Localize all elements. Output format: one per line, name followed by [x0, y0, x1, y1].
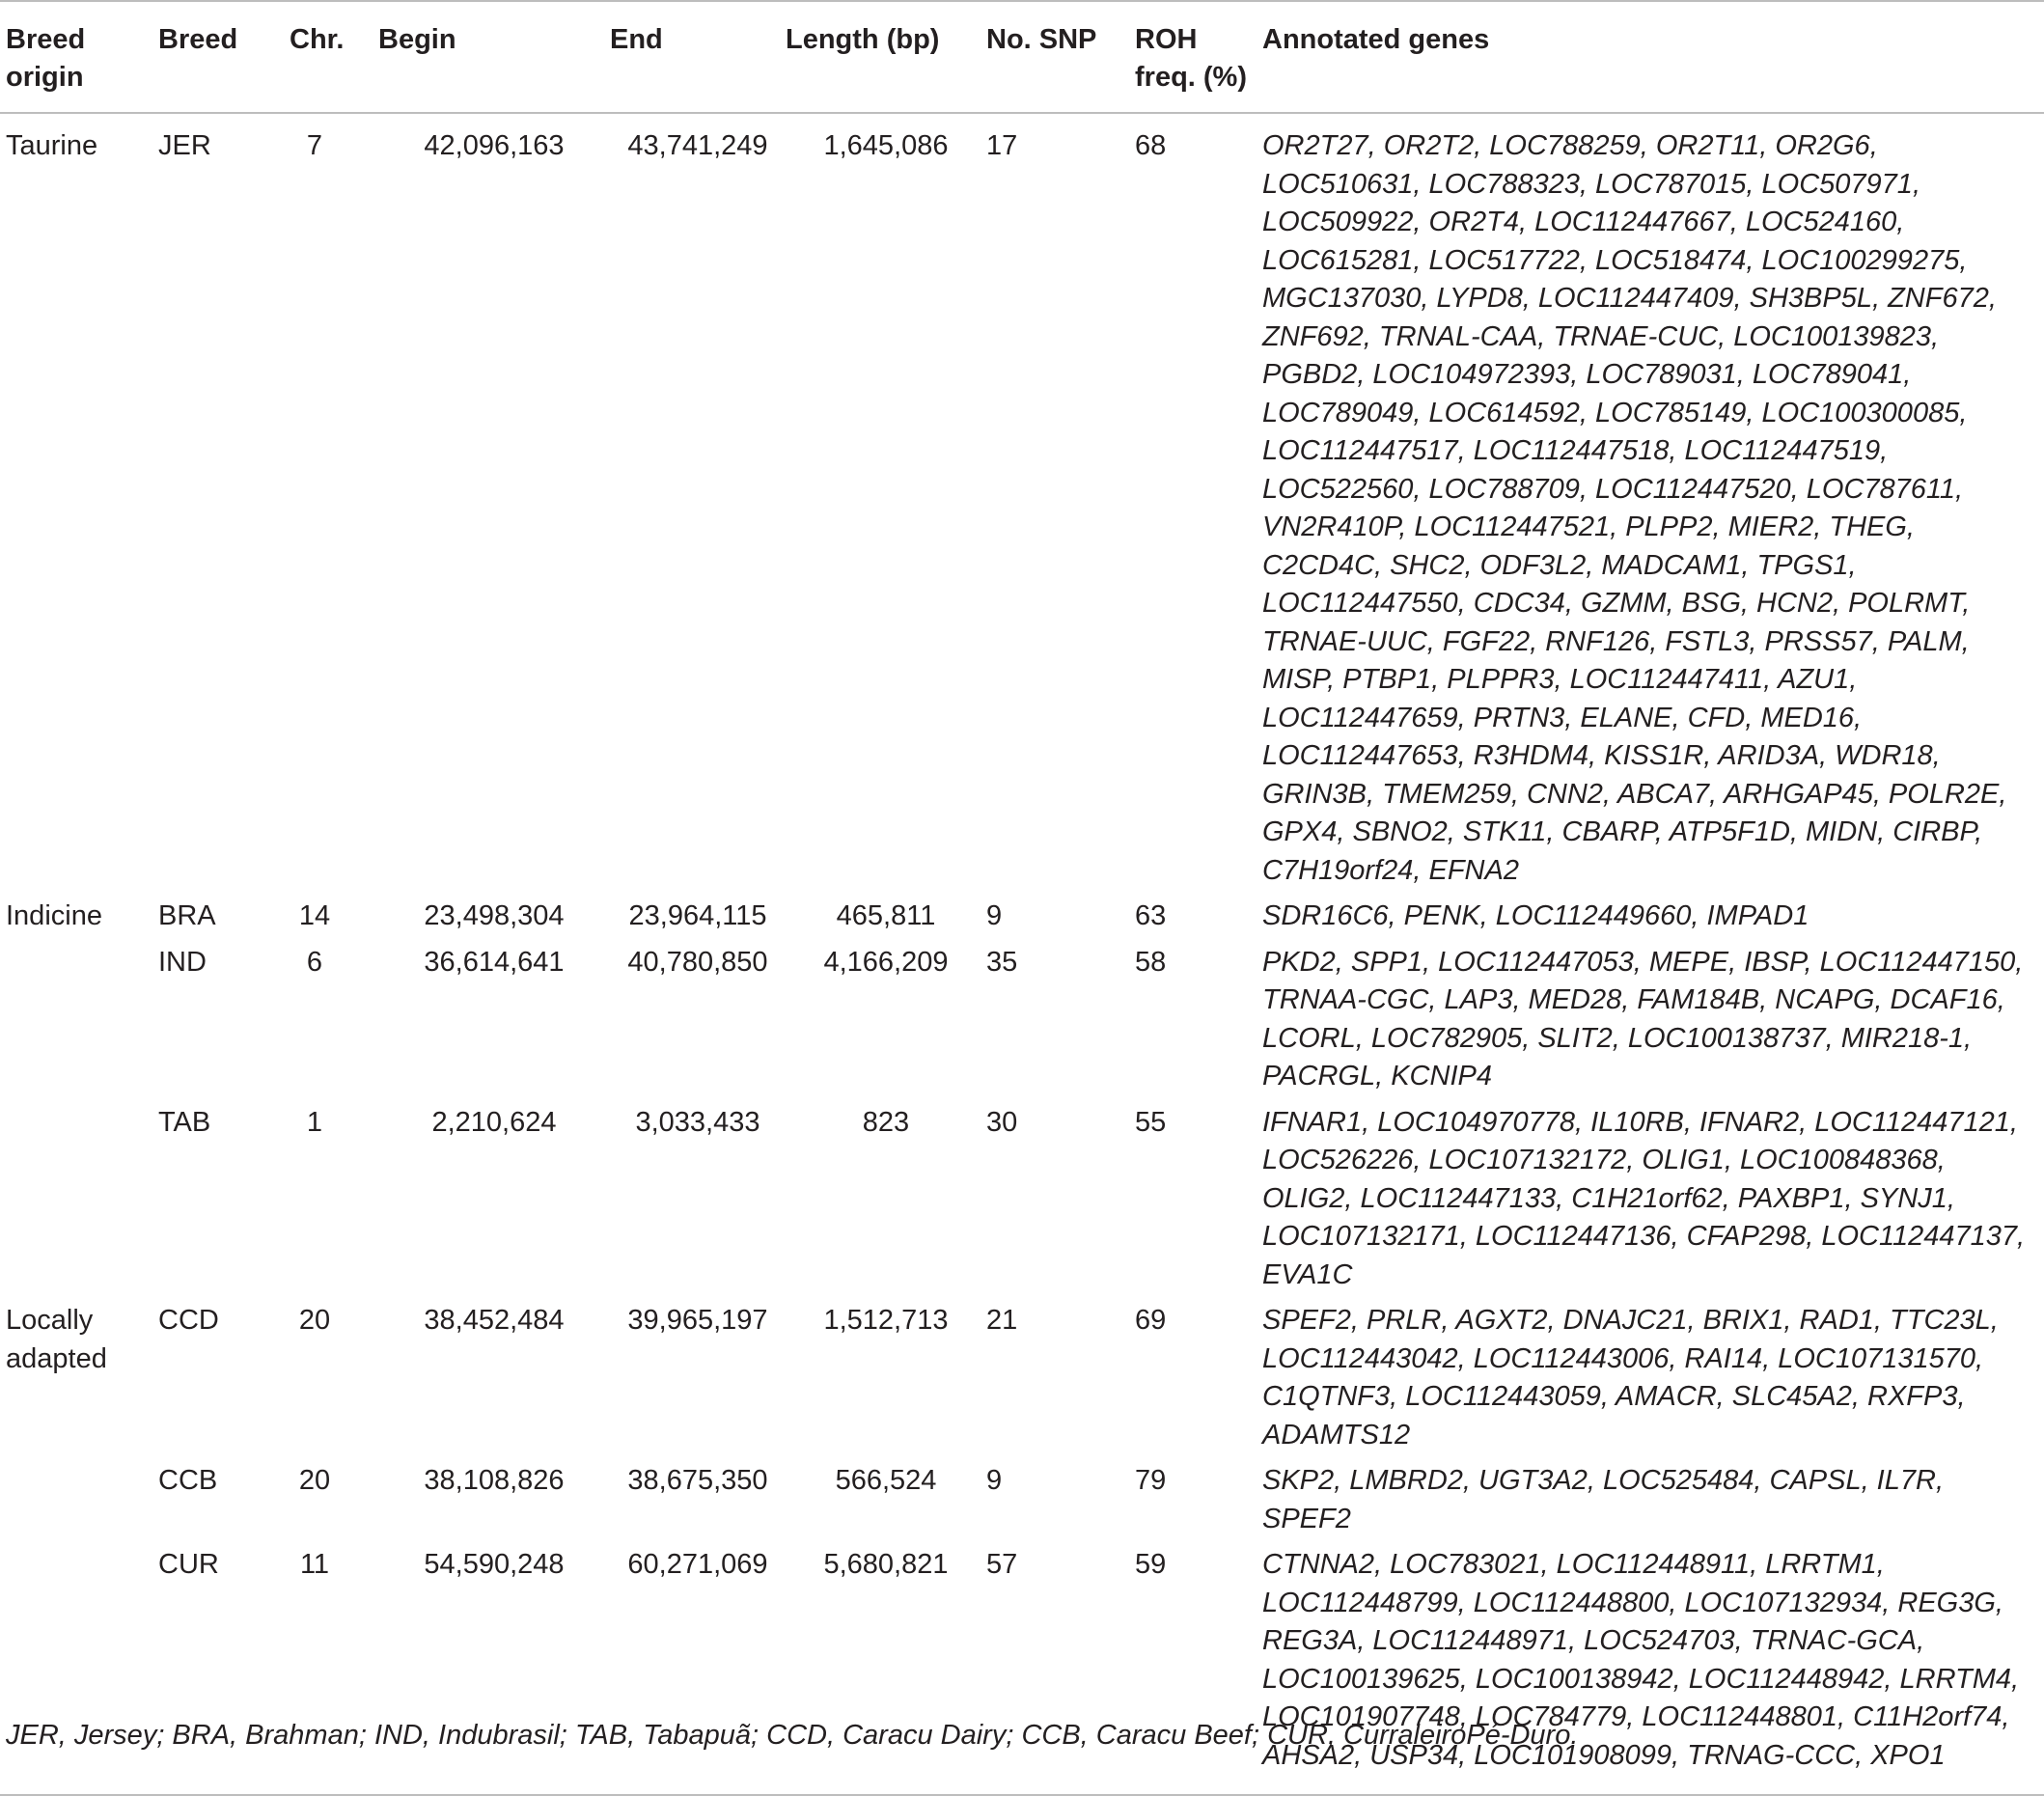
cell-length: 823 — [862, 1106, 910, 1138]
cell-begin: 38,452,484 — [424, 1305, 565, 1336]
header-annotated-genes: Annotated genes — [1262, 24, 1490, 55]
cell-length: 1,512,713 — [823, 1305, 949, 1336]
header-no-snp: No. SNP — [986, 24, 1097, 55]
cell-chr: 7 — [306, 130, 323, 161]
cell-annotated-genes: CTNNA2, LOC783021, LOC112448911, LRRTM1, LOC112448799, LOC112448800, LOC107132934, REG3G, REG3A, LOC112448971, LOC524703, TRNAC-GCA, LOC100139625, LOC100138942, LOC112448942, LRRTM4, LOC101907748, LOC784779, LOC112448801, C11H2orf74, AHSA2, USP34, LOC101908099, TRNAG-CCC, XPO1 — [1262, 1549, 2020, 1771]
cell-chr: 6 — [306, 946, 323, 978]
cell-end: 43,741,249 — [627, 130, 768, 161]
cell-breed-origin — [0, 1462, 158, 1546]
cell-no-snp: 35 — [986, 946, 1018, 978]
cell-no-snp: 17 — [986, 130, 1018, 161]
cell-end: 60,271,069 — [627, 1549, 768, 1580]
table-row — [0, 113, 2044, 898]
cell-breed-origin: Indicine — [6, 900, 102, 931]
cell-chr: 20 — [298, 1465, 331, 1496]
cell-end: 23,964,115 — [628, 900, 767, 931]
cell-no-snp: 9 — [986, 1465, 1003, 1496]
cell-roh-freq: 63 — [1135, 900, 1167, 931]
table-row — [0, 898, 2044, 944]
cell-annotated-genes: SDR16C6, PENK, LOC112449660, IMPAD1 — [1262, 900, 1809, 931]
cell-breed: TAB — [158, 1106, 211, 1138]
cell-breed: IND — [158, 946, 207, 978]
cell-breed: BRA — [158, 900, 216, 931]
cell-breed-origin: Locally adapted — [6, 1305, 107, 1374]
cell-begin: 2,210,624 — [431, 1106, 557, 1138]
cell-no-snp: 9 — [986, 900, 1003, 931]
cell-begin: 42,096,163 — [424, 130, 565, 161]
cell-end: 39,965,197 — [627, 1305, 768, 1336]
header-length: Length (bp) — [786, 24, 940, 55]
cell-end: 38,675,350 — [627, 1465, 768, 1496]
cell-breed-origin — [0, 1104, 158, 1303]
cell-length: 5,680,821 — [823, 1549, 949, 1580]
cell-annotated-genes: SKP2, LMBRD2, UGT3A2, LOC525484, CAPSL, IL7R, SPEF2 — [1262, 1465, 1944, 1534]
cell-length: 4,166,209 — [823, 946, 949, 978]
table-row — [0, 1462, 2044, 1546]
cell-chr: 11 — [299, 1549, 330, 1580]
cell-end: 3,033,433 — [635, 1106, 760, 1138]
cell-breed-origin: Taurine — [6, 130, 98, 161]
cell-roh-freq: 68 — [1135, 130, 1167, 161]
header-chr: Chr. — [290, 24, 345, 55]
cell-breed: CCD — [158, 1305, 219, 1336]
cell-annotated-genes: SPEF2, PRLR, AGXT2, DNAJC21, BRIX1, RAD1, TTC23L, LOC112443042, LOC112443006, RAI14, LOC107131570, C1QTNF3, LOC112443059, AMACR, SLC45A2, RXFP3, ADAMTS12 — [1262, 1305, 1999, 1451]
cell-breed: JER — [158, 130, 211, 161]
cell-no-snp: 57 — [986, 1549, 1018, 1580]
cell-roh-freq: 55 — [1135, 1106, 1167, 1138]
cell-roh-freq: 59 — [1135, 1549, 1167, 1580]
cell-annotated-genes: IFNAR1, LOC104970778, IL10RB, IFNAR2, LOC112447121, LOC526226, LOC107132172, OLIG1, LOC100848368, OLIG2, LOC112447133, C1H21orf62, PAXBP1, SYNJ1, LOC107132171, LOC112447136, CFAP298, LOC112447137, EVA1C — [1262, 1106, 2026, 1290]
cell-no-snp: 30 — [986, 1106, 1018, 1138]
cell-roh-freq: 79 — [1135, 1465, 1167, 1496]
cell-chr: 20 — [298, 1305, 331, 1336]
table-footnote: JER, Jersey; BRA, Brahman; IND, Indubrasil; TAB, Tabapuã; CCD, Caracu Dairy; CCB, Caracu Beef; CUR, CurraleiroPé-Duro. — [6, 1720, 1579, 1751]
cell-roh-freq: 58 — [1135, 946, 1167, 978]
cell-length: 465,811 — [836, 900, 936, 931]
table-body — [0, 113, 2044, 1795]
table-header-row — [0, 1, 2044, 113]
cell-roh-freq: 69 — [1135, 1305, 1167, 1336]
cell-length: 566,524 — [835, 1465, 937, 1496]
cell-chr: 14 — [298, 900, 331, 931]
table-row — [0, 1104, 2044, 1303]
cell-end: 40,780,850 — [627, 946, 768, 978]
cell-begin: 23,498,304 — [424, 900, 565, 931]
header-begin: Begin — [378, 24, 456, 55]
header-end: End — [610, 24, 663, 55]
cell-no-snp: 21 — [986, 1305, 1018, 1336]
cell-begin: 36,614,641 — [424, 946, 565, 978]
cell-length: 1,645,086 — [823, 130, 949, 161]
cell-breed-origin — [0, 944, 158, 1104]
cell-begin: 54,590,248 — [424, 1549, 565, 1580]
cell-begin: 38,108,826 — [424, 1465, 565, 1496]
cell-breed: CCB — [158, 1465, 218, 1496]
table-row — [0, 1302, 2044, 1462]
header-breed-origin: Breed origin — [6, 24, 86, 93]
header-roh-freq: ROH freq. (%) — [1135, 24, 1247, 93]
table-row — [0, 944, 2044, 1104]
cell-chr: 1 — [306, 1106, 323, 1138]
table-row — [0, 1546, 2044, 1795]
cell-annotated-genes: PKD2, SPP1, LOC112447053, MEPE, IBSP, LOC112447150, TRNAA-CGC, LAP3, MED28, FAM184B, NCAPG, DCAF16, LCORL, LOC782905, SLIT2, LOC100138737, MIR218-1, PACRGL, KCNIP4 — [1262, 946, 2024, 1091]
header-breed: Breed — [158, 24, 238, 55]
cell-breed: CUR — [158, 1549, 219, 1580]
cell-breed-origin — [0, 1546, 158, 1795]
cell-annotated-genes: OR2T27, OR2T2, LOC788259, OR2T11, OR2G6, LOC510631, LOC788323, LOC787015, LOC507971, LOC509922, OR2T4, LOC112447667, LOC524160, LOC615281, LOC517722, LOC518474, LOC100299275, MGC137030, LYPD8, LOC112447409, SH3BP5L, ZNF672, ZNF692, TRNAL-CAA, TRNAE-CUC, LOC100139823, PGBD2, LOC104972393, LOC789031, LOC789041, LOC789049, LOC614592, LOC785149, LOC100300085, LOC112447517, LOC112447518, LOC112447519, LOC522560, LOC788709, LOC112447520, LOC787611, VN2R410P, LOC112447521, PLPP2, MIER2, THEG, C2CD4C, SHC2, ODF3L2, MADCAM1, TPGS1, LOC112447550, CDC34, GZMM, BSG, HCN2, POLRMT, TRNAE-UUC, FGF22, RNF126, FSTL3, PRSS57, PALM, MISP, PTBP1, PLPPR3, LOC112447411, AZU1, LOC112447659, PRTN3, ELANE, CFD, MED16, LOC112447653, R3HDM4, KISS1R, ARID3A, WDR18, GRIN3B, TMEM259, CNN2, ABCA7, ARHGAP45, POLR2E, GPX4, SBNO2, STK11, CBARP, ATP5F1D, MIDN, CIRBP, C7H19orf24, EFNA2 — [1262, 130, 2007, 886]
